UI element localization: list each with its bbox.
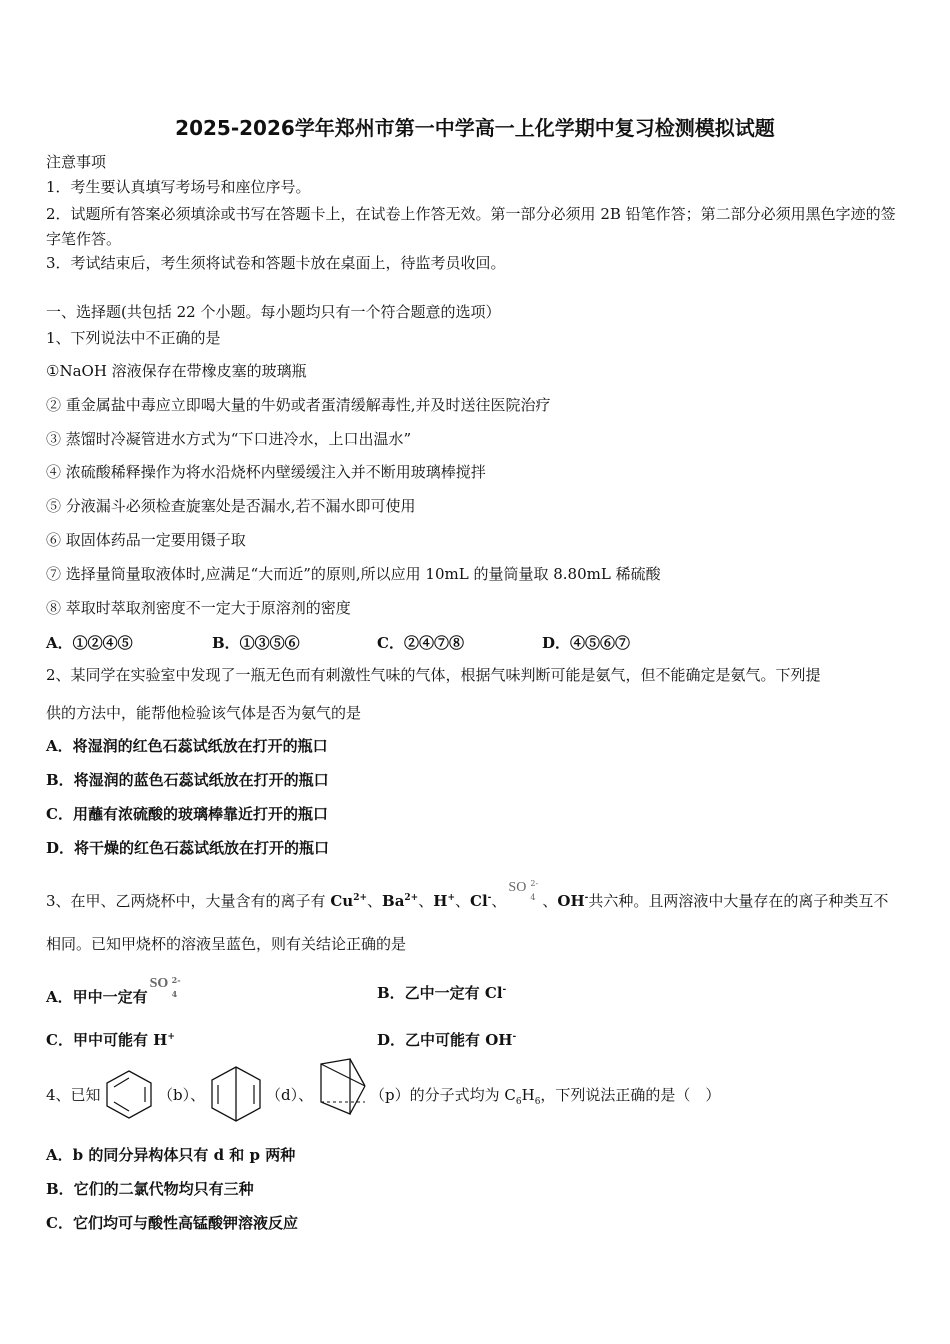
q4-option-c[interactable]: C．它们均可与酸性高锰酸钾溶液反应 bbox=[46, 1214, 298, 1232]
q1-statement: ⑤ 分液漏斗必须检查旋塞处是否漏水,若不漏水即可使用 bbox=[46, 497, 416, 515]
q1-statement: ⑧ 萃取时萃取剂密度不一定大于原溶剂的密度 bbox=[46, 599, 351, 617]
q2-stem-line1: 2、某同学在实验室中发现了一瓶无色而有刺激性气味的气体，根据气味判断可能是氨气，但不能确定是氨气。下列提 bbox=[46, 666, 821, 684]
q4-option-a[interactable]: A．b 的同分异构体只有 d 和 p 两种 bbox=[46, 1146, 296, 1164]
q3-stem-suffix: 共六种。且两溶液中大量存在的离子种类互不 bbox=[588, 892, 889, 910]
section-heading: 一、选择题(共包括 22 个小题。每小题均只有一个符合题意的选项） bbox=[46, 303, 501, 321]
q2-option-a[interactable]: A．将湿润的红色石蕊试纸放在打开的瓶口 bbox=[46, 737, 328, 755]
q1-statement: ② 重金属盐中毒应立即喝大量的牛奶或者蛋清缓解毒性,并及时送往医院治疗 bbox=[46, 396, 551, 414]
prismane-structure-p bbox=[318, 1056, 368, 1118]
benzene-structure-b bbox=[102, 1068, 156, 1120]
dewar-benzene-structure-d bbox=[208, 1064, 264, 1124]
q3-stem-prefix: 3、在甲、乙两烧杯中，大量含有的离子有 bbox=[46, 892, 331, 910]
notice-heading: 注意事项 bbox=[46, 153, 107, 171]
q3-option-a[interactable]: A．甲中一定有 SO 2- 4 bbox=[46, 980, 184, 1007]
ion-h: H+ bbox=[433, 892, 455, 910]
ion-cl: Cl- bbox=[470, 892, 492, 910]
q4-label-b: （b）、 bbox=[158, 1086, 206, 1104]
ion-oh: OH- bbox=[557, 892, 589, 910]
q1-statement: ①NaOH 溶液保存在带橡皮塞的玻璃瓶 bbox=[46, 362, 307, 380]
q1-statement: ⑦ 选择量筒量取液体时,应满足“大而近”的原则,所以应用 10mL 的量筒量取 8.80mL 稀硫酸 bbox=[46, 565, 661, 583]
q1-statement: ③ 蒸馏时冷凝管进水方式为“下口进冷水，上口出温水” bbox=[46, 430, 412, 448]
q3-option-d[interactable]: D．乙中可能有 OH- bbox=[377, 1031, 517, 1049]
page-title: 2025-2026学年郑州市第一中学高一上化学期中复习检测模拟试题 bbox=[175, 116, 775, 140]
q1-statement: ⑥ 取固体药品一定要用镊子取 bbox=[46, 531, 246, 549]
notice-item-2: 2．试题所有答案必须填涂或书写在答题卡上，在试卷上作答无效。第一部分必须用 2B 铅笔作答；第二部分必须用黑色字迹的签字笔作答。 bbox=[46, 205, 896, 248]
q4-option-b[interactable]: B．它们的二氯代物均只有三种 bbox=[46, 1180, 254, 1198]
q4-prefix: 4、已知 bbox=[46, 1086, 101, 1104]
ion-ba: $Ba^{2+}$ bbox=[382, 892, 419, 910]
ion-cu: $Cu^{2+}$ bbox=[330, 892, 367, 910]
q2-option-c[interactable]: C．用蘸有浓硫酸的玻璃棒靠近打开的瓶口 bbox=[46, 805, 328, 823]
q2-option-b[interactable]: B．将湿润的蓝色石蕊试纸放在打开的瓶口 bbox=[46, 771, 329, 789]
q1-option-c[interactable]: C．②④⑦⑧ bbox=[377, 634, 464, 652]
sulfate-formula-image: SO 2- 4 bbox=[508, 879, 539, 902]
notice-item-1: 1．考生要认真填写考场号和座位序号。 bbox=[46, 178, 311, 196]
notice-item-3: 3．考试结束后，考生须将试卷和答题卡放在桌面上，待监考员收回。 bbox=[46, 254, 506, 272]
q3-stem-line1: 3、在甲、乙两烧杯中，大量含有的离子有 $Cu^{2+}$、$Ba^{2+}$、H+、Cl-、 SO 2- 4 、OH-共六种。且两溶液中大量存在的离子种类互不 bbox=[46, 879, 889, 910]
q3-option-b[interactable]: B．乙中一定有 Cl- bbox=[377, 984, 507, 1002]
q4-label-d: （d）、 bbox=[266, 1086, 314, 1104]
q1-statement: ④ 浓硫酸稀释操作为将水沿烧杯内壁缓缓注入并不断用玻璃棒搅拌 bbox=[46, 463, 486, 481]
sulfate-formula-image: SO 2- 4 bbox=[149, 975, 181, 999]
q1-option-d[interactable]: D．④⑤⑥⑦ bbox=[542, 634, 631, 652]
q1-stem: 1、下列说法中不正确的是 bbox=[46, 329, 221, 347]
q1-option-a[interactable]: A．①②④⑤ bbox=[46, 634, 133, 652]
q3-option-c[interactable]: C．甲中可能有 H+ bbox=[46, 1031, 175, 1049]
q2-option-d[interactable]: D．将干燥的红色石蕊试纸放在打开的瓶口 bbox=[46, 839, 330, 857]
q3-stem-line2: 相同。已知甲烧杯的溶液呈蓝色，则有关结论正确的是 bbox=[46, 935, 407, 953]
q4-stem: （p）的分子式均为 $C_6H_6$，下列说法正确的是（ ） bbox=[370, 1086, 721, 1107]
q2-stem-line2: 供的方法中，能帮他检验该气体是否为氨气的是 bbox=[46, 704, 362, 722]
q1-option-b[interactable]: B．①③⑤⑥ bbox=[212, 634, 300, 652]
